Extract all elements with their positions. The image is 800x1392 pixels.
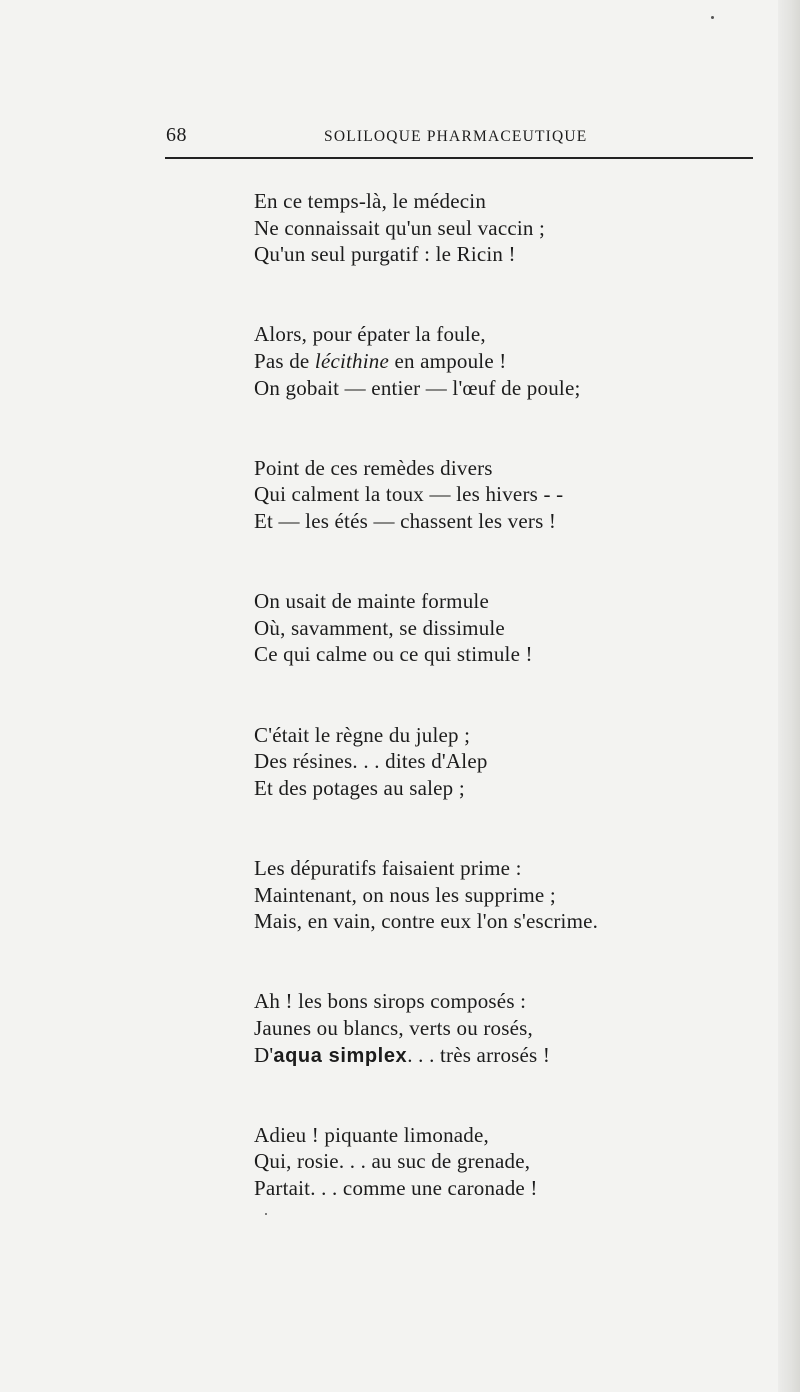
verse-line [254, 1148, 754, 1175]
verse-text: Pas de [254, 348, 315, 373]
verse-line [254, 348, 754, 375]
verse-line [254, 882, 754, 909]
verse-text: Ah ! les bons sirops composés : [254, 989, 527, 1014]
page-header [166, 124, 750, 154]
verse-line [254, 455, 754, 482]
bold-term: aqua simplex [273, 1044, 408, 1067]
verse-line [254, 241, 754, 268]
verse-text: Ce qui calme ou ce qui stimule ! [254, 642, 533, 667]
verse-text: Partait. . . comme une caronade ! [254, 1175, 538, 1200]
verse-line [254, 775, 754, 802]
verse-line [254, 641, 754, 668]
stanza [254, 588, 754, 721]
header-rule [165, 157, 753, 159]
verse-line [254, 1122, 754, 1149]
verse-text: Maintenant, on nous les supprime ; [254, 882, 556, 907]
verse-text: C'était le règne du julep ; [254, 722, 471, 747]
verse-text: Et des potages au salep ; [254, 775, 465, 800]
verse-text: On gobait — entier — l'œuf de poule; [254, 375, 581, 400]
verse-line [254, 188, 754, 215]
verse-text: en ampoule ! [389, 348, 507, 373]
verse-line [254, 481, 754, 508]
verse-text: Et — les étés — chassent les vers ! [254, 508, 557, 533]
verse-text: Qui, rosie. . . au suc de grenade, [254, 1149, 531, 1174]
verse-line [254, 588, 754, 615]
verse-line [254, 855, 754, 882]
verse-line [254, 908, 754, 935]
verse-text: Les dépuratifs faisaient prime : [254, 855, 522, 880]
verse-line [254, 375, 754, 402]
verse-text: Qu'un seul purgatif : le Ricin ! [254, 242, 516, 267]
verse-line [254, 508, 754, 535]
verse-text: Point de ces remèdes divers [254, 455, 493, 480]
verse-text: Jaunes ou blancs, verts ou rosés, [254, 1015, 533, 1040]
verse-text: Qui calment la toux — les hivers - - [254, 482, 564, 507]
verse-line [254, 748, 754, 775]
stanza [254, 722, 754, 855]
verse-line [254, 1175, 754, 1202]
verse-text: Mais, en vain, contre eux l'on s'escrime. [254, 909, 599, 934]
stanza [254, 1122, 754, 1255]
verse-text: Adieu ! piquante limonade, [254, 1122, 489, 1147]
verse-text: Où, savamment, se dissimule [254, 615, 505, 640]
ink-speck [711, 16, 714, 19]
verse-text: Ne connaissait qu'un seul vaccin ; [254, 215, 546, 240]
verse-line [254, 321, 754, 348]
page-number: 68 [166, 124, 187, 146]
verse-line [254, 215, 754, 242]
stanza [254, 455, 754, 588]
verse-line [254, 1042, 754, 1069]
verse-text: On usait de mainte formule [254, 589, 489, 614]
poem-body [254, 188, 754, 1255]
verse-text: Des résines. . . dites d'Alep [254, 749, 488, 774]
verse-line [254, 1015, 754, 1042]
running-title: SOLILOQUE PHARMACEUTIQUE [324, 128, 588, 145]
verse-line [254, 722, 754, 749]
stanza [254, 188, 754, 321]
stanza [254, 988, 754, 1121]
stanza [254, 855, 754, 988]
verse-line [254, 988, 754, 1015]
verse-text: En ce temps-là, le médecin [254, 189, 487, 213]
ink-speck [265, 1213, 267, 1215]
verse-text: Alors, pour épater la foule, [254, 322, 486, 347]
verse-line [254, 615, 754, 642]
verse-text: D' [254, 1042, 274, 1067]
italic-term: lécithine [314, 348, 390, 373]
page-edge-shadow [778, 0, 800, 1392]
verse-text: . . . très arrosés ! [407, 1042, 551, 1067]
stanza [254, 321, 754, 454]
